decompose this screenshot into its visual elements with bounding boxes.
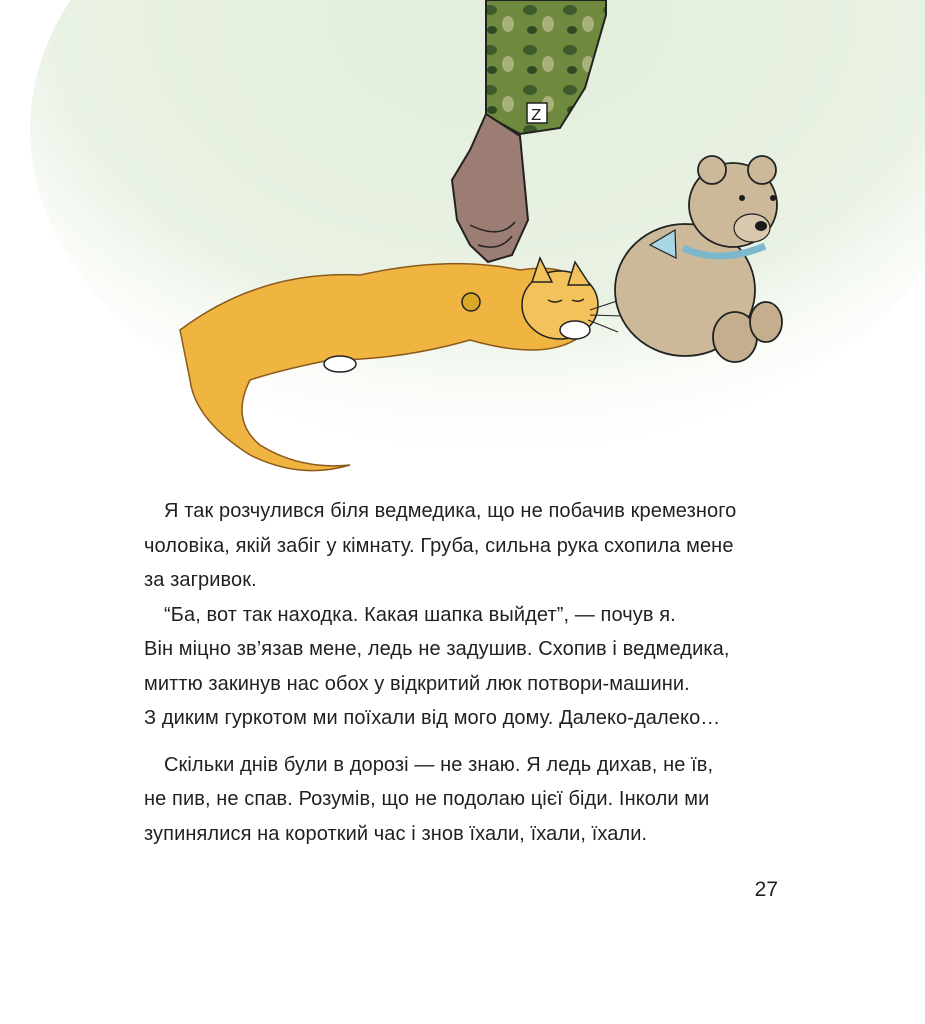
text-line: зупинялися на короткий час і знов їхали, їхали, їхали. [144,822,648,845]
svg-text:Z: Z [531,106,542,124]
text-line: “Ба, вот так находка. Какая шапка выйдет”, — почув я. [164,603,676,626]
paragraph-3 [144,748,804,852]
paragraph-1 [144,494,804,598]
text-line: Скільки днів були в дорозі — не знаю. Я ледь дихав, не їв, [164,753,714,776]
text-line: миттю закинув нас обох у відкритий люк потвори-машини. [144,672,690,695]
story-text [144,494,804,851]
text-line: не пив, не спав. Розумів, що не подолаю цієї біди. Інколи ми [144,788,710,810]
paragraph-gap [144,736,804,748]
paragraph-2 [144,598,804,736]
illustration [0,0,925,480]
page-number: 27 [754,878,778,901]
text-line: за загривок. [144,569,257,591]
text-line: З диким гуркотом ми поїхали від мого дому. Далеко-далеко… [144,707,721,729]
text-line: чоловіка, якій забіг у кімнату. Груба, сильна рука схопила мене [144,534,734,557]
text-line: Я так розчулився біля ведмедика, що не побачив кремезного [164,500,737,522]
text-line: Він міцно зв’язав мене, ледь не задушив. Схопив і ведмедика, [144,638,730,660]
